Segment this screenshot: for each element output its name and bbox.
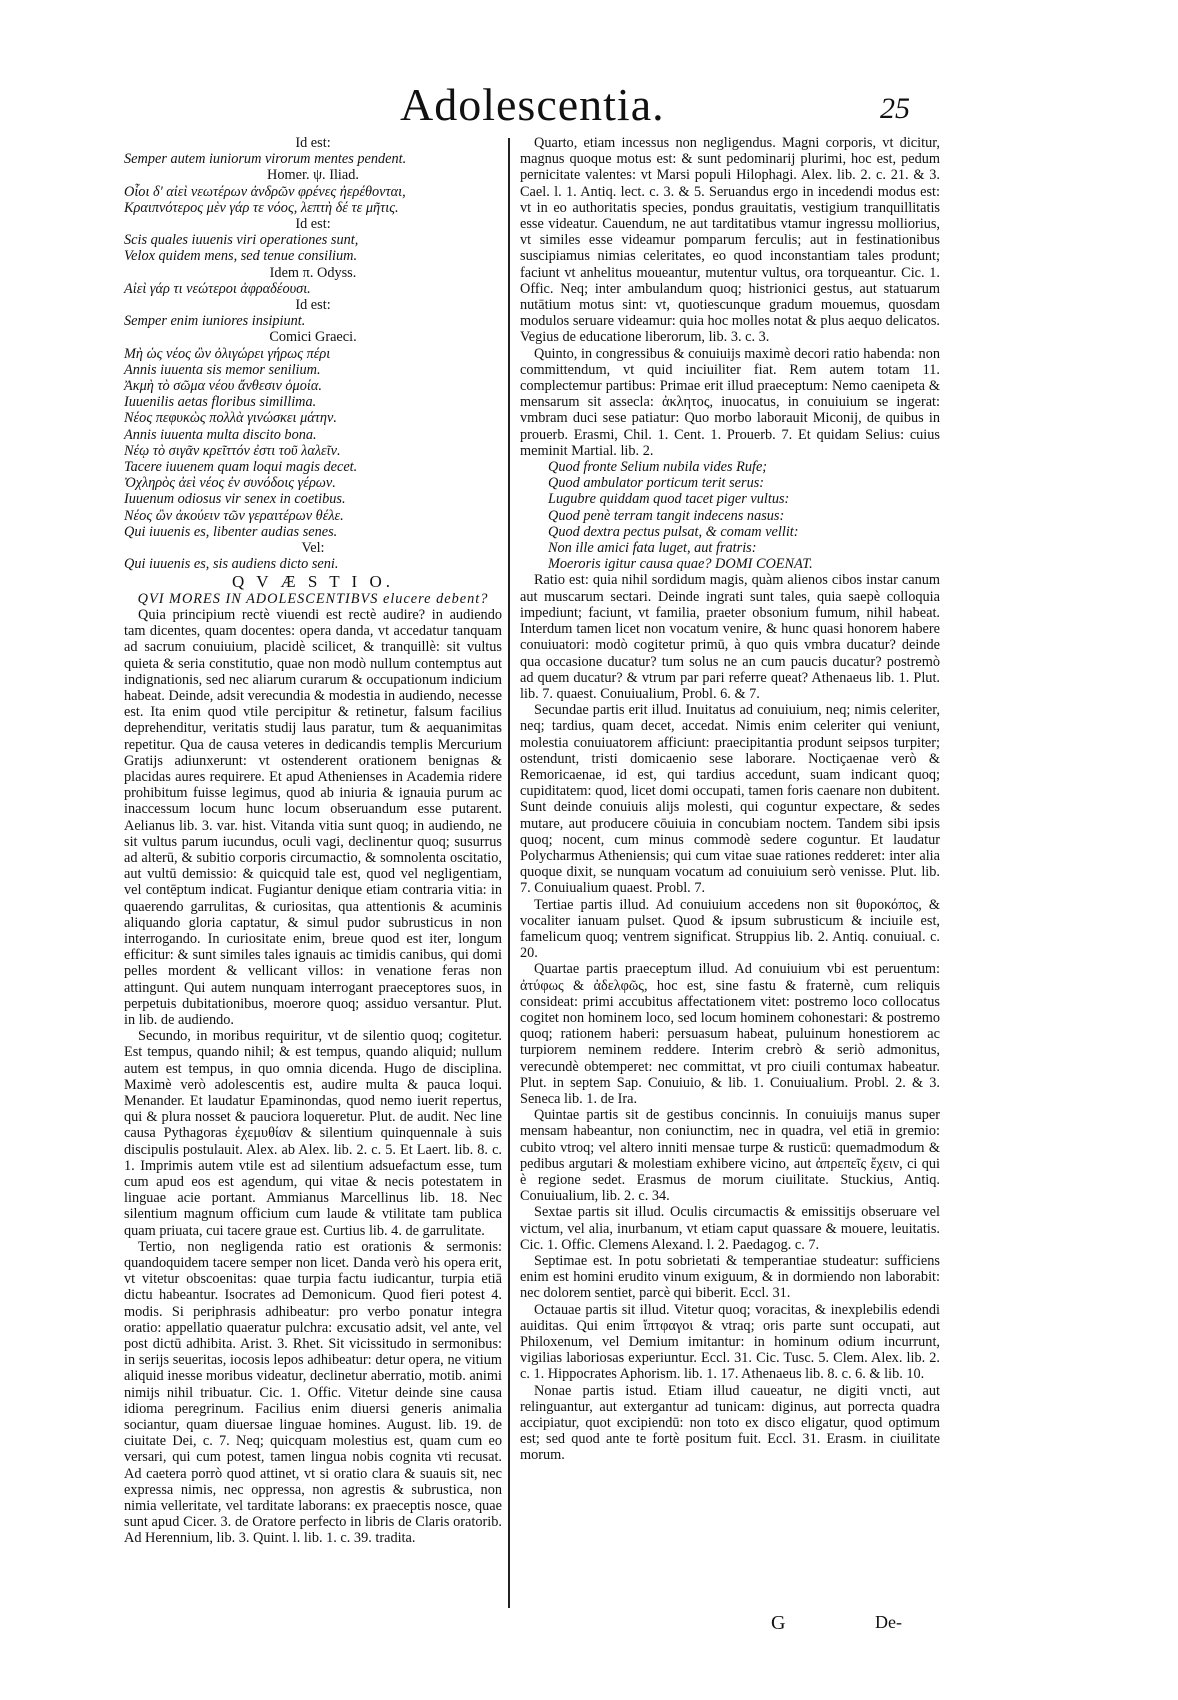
latin-verse-line: Qui iuuenis es, libenter audias senes. [124, 523, 338, 540]
verse-line: Quod ambulator porticum terit serus: [548, 475, 765, 492]
greek-verse-line: Νέος ὢν ἀκούειν τῶν γεραιτέρων θέλε. [124, 507, 344, 524]
page-number: 25 [880, 92, 910, 125]
greek-verse-line: Νέῳ τὸ σιγᾶν κρεῖττόν ἐστι τοῦ λαλεῖν. [124, 442, 341, 459]
verse-line: Lugubre quiddam quod tacet piger vultus: [548, 491, 790, 508]
greek-verse-line: Αἰεὶ γάρ τι νεώτεροι ἀφραδέουσι. [124, 280, 311, 297]
greek-verse-line: Ἀκμὴ τὸ σῶμα νέου ἄνθεσιν ὁμοία. [124, 378, 322, 395]
verse-line: Quod fronte Selium nubila vides Rufe; [548, 459, 768, 476]
paragraph: Quarto, etiam incessus non negligendus. Magni corporis, vt dicitur, magnus quoque motus est: & sunt pedominarij plurimi, hoc est, pedum pernicitate valentes: vt Marsi populi Hilophagi. Alex. lib. 2. c. 21. & 3. Cael. l. 1. Antiq. lect. c. 3. & 5. Seruandus ergo in incedendi modus est: vt in eo authoritatis species, pondus grauitatis, vestigium tranquillitatis esse videatur. Cauendum, ne aut tarditatibus vtamur ingressu molliorius, vt similes esse videamur pomparum ferculis; aut in festinationibus suscipiamus nimias celeritates, eo quod inconstantiam tales produnt; faciunt vt anhelitus moueantur, mutentur vultus, ora torqueantur. Cic. 1. Offic. Neq; inter ambulandum quoq; histrionici gestus, aut statuarum nutātium motus sint: vt, quotiescunque gradum mouemus, quosdam modulos seruare videamur: quia hoc molles notat & plus aequo delicatos. Vegius de educatione liberorum, lib. 3. c. 3. [520, 135, 940, 346]
greek-verse-line: Μὴ ὡς νέος ὢν ὀλιγώρει γήρως πέρι [124, 345, 331, 362]
running-title: Adolescentia. [400, 79, 665, 130]
centered-caption: Id est: [295, 297, 331, 314]
centered-caption: Id est: [295, 216, 331, 233]
paragraph: Tertiae partis illud. Ad conuiuium accedens non sit θυροκόπος, & vocaliter ianuam pulset. Quod & ipsum subrusticum & inciuile est, famelicum quoq; ventrem significat. Struppius lib. 2. Antiq. conuiual. c. 20. [520, 896, 940, 962]
greek-verse-line: Ὀχληρὸς ἀεὶ νέος ἐν συνόδοις γέρων. [124, 475, 336, 492]
paragraph: Ratio est: quia nihil sordidum magis, quàm alienos cibos instar canum aut muscarum sectari. Deinde ingrati sunt tales, quia saepè colloquia impediunt; faciunt, vt familia, praeter obsonium fumum, nihil habeat. Interdum tamen licet non vocatum venire, & hunc quasi honorem habere conuiuatori: modò cogitetur primū, à quo quis vmbra ducatur? deinde qua occasione ducatur? tum solus ne an cum paucis ducatur? postremò ad quem ducatur? & vtrum par pari referre queat? Athenaeus lib. 1. Plut. lib. 7. quaest. Conuiualium, Probl. 6. & 7. [520, 572, 940, 702]
latin-verse-line: Annis iuuenta sis memor senilium. [124, 361, 321, 378]
paragraph: Secundae partis erit illud. Inuitatus ad conuiuium, neq; nimis celeriter, neq; tardius, quam decet, accedat. Nimis enim celeriter qui veniunt, molestia conuiuatorem afficiunt: praecipitantia produnt seipsos turpiter; ostendunt, tristi domicaenio sese laborare. Noctiçaenae verò & Remoricaenae, id est, qui tardius accedunt, suam indicant quoq; cupiditatem: quod, licet domi occupati, tamen foris caenare non dubitent. Sunt deinde conuiuis alijs molesti, qui coguntur expectare, & sedes mutare, aut producere cōuiuia in concubiam noctem. Tandem sibi ipsis quoq; nocent, cum minus commodè sedere coguntur. Et laudatur Polycharmus Atheniensis; qui cum vitae suae rationes redderet: inter alia quoque dixit, se nunquam vocatum ad conuiuium serò venisse. Plut. lib. 7. Conuiualium quaest. Probl. 7. [520, 702, 940, 897]
paragraph: Septimae est. In potu sobrietati & temperantiae studeatur: sufficiens enim est homini erudito vinum exiguum, & in dormiendo non laborabit: nec dolorem sentiet, parcè qui biberit. Eccl. 31. [520, 1253, 940, 1302]
paragraph: Quia principium rectè viuendi est rectè audire? in audiendo tam dicentes, quam docentes: opera danda, vt accedatur tanquam ad sacrum conuiuium, placidè scilicet, & tranquillè: sit vultus quieta & seria constitutio, quae non modò nullum contemptus aut indignationis, sed nec aliarum curarum & occupationum indicium habeat. Deinde, adsit verecundia & modestia in audiendo, necesse est. Ita enim quod vtile percipitur & retinetur, falsum facilius deprehenditur, veritatis studij laus paratur, tum & aequanimitas repetitur. Qua de causa veteres in dedicandis templis Mercurium Gratijs adiunxerunt: vt ostenderent orationem benignas & placidas aures requirere. Et apud Athenienses in Academia ridere prohibitum fuisse legimus, quod ab iniuria & ignauia purum ac inaccessum locum hunc locum obseruandum esse putarent. Aelianus lib. 3. var. hist. Vitanda vitia sunt quoq; in audiendo, ne sit vultus parum iucundus, oculi vagi, declinentur quoq; susurrus ad alterū, & subitio corporis circumactio, & somnolenta oscitatio, aut vultū demissio: & quicquid tale est, quod vel negligentiam, vel contēptum indicat. Fugiantur denique etiam contraria vitia: in quaerendo garrulitas, & curiositas, qua attentionis & acuminis aliquando gloria captatur, & simul pudor subrusticus in non interrogando. In curiositate enim, breue quod est iter, longum efficitur: & sunt similes tales ignauis ac timidis canibus, qui domi pelles mordent & vellicant villos: in venatione feras non attingunt. Qui autem nunquam interrogant praeceptores suos, in perpetuis dubitationibus, moerore quoq; assiduo versantur. Plut. in lib. de audiendo. [124, 606, 502, 1028]
questio-heading: Q V Æ S T I O. [232, 572, 394, 592]
latin-verse-line: Semper enim iuniores insipiunt. [124, 313, 306, 330]
greek-verse-line: Κραιπνότερος μὲν γάρ τε νόος, λεπτὴ δέ τε μῆτις. [124, 199, 399, 216]
latin-verse-line: Iuuenilis aetas floribus simillima. [124, 394, 317, 411]
column-rule [508, 138, 510, 1608]
paragraph: Secundo, in moribus requiritur, vt de silentio quoq; cogitetur. Est tempus, quando nihil; & est tempus, quando aliquid; nullum autem est tempus, in quo omnia dicenda. Hugo de disciplina. Maximè verò adolescentis est, audire multa & pauca loqui. Menander. Et laudatur Epaminondas, quod nemo iuerit repertus, qui & plura nosset & pauciora loqueretur. Plut. de audit. Nec line causa Pythagoras ἐχεμυθίαν & silentium quinquennale à suis discipulis postulauit. Alex. ab Alex. lib. 2. c. 5. Et Laert. lib. 8. c. 1. Imprimis autem vtile est ad silentium adsuefactum esse, tum cum apud eos est agendum, qui vitae & necis potestatem in linguae acie portant. Ammianus Marcellinus lib. 18. Nec silentium magnum officium cum laude & vtilitate tam publica quam priuata, cui tacere graue est. Curtius lib. 4. de garrulitate. [124, 1028, 502, 1239]
paragraph: Octauae partis sit illud. Vitetur quoq; voracitas, & inexplebilis edendi auiditas. Qui enim ἴπτφαγοι & vtraq; oris parte sunt occupati, aut Philoxenum, vel Demium imitantur: in hominum odium incurrunt, vigilias laboriosas experiuntur. Eccl. 31. Cic. Tusc. 5. Clem. Alex. lib. 2. c. 1. Hippocrates Aphorism. lib. 1. 17. Athenaeus lib. 8. c. 6. & lib. 10. [520, 1301, 940, 1383]
latin-verse-line: Iuuenum odiosus vir senex in coetibus. [124, 491, 346, 508]
question-title: QVI MORES IN ADOLESCENTIBVS elucere debent? [137, 590, 489, 607]
centered-caption: Idem π. Odyss. [269, 264, 357, 281]
paragraph: Quintae partis sit de gestibus concinnis. In conuiuijs manus super mensam habeantur, non coniunctim, nec in quadra, vel etiā in gremio: cubito vtroq; vel altero inniti mensae turpe & rusticū: quemadmodum & pedibus argutari & molestiam exhibere vicino, aut ἀπρεπεῖς ἔχειν, ci qui è regione sedet. Erasmus de morum ciuilitate. Stuckius, Antiq. Conuiualium, lib. 2. c. 34. [520, 1107, 940, 1205]
verse-line: Quod penè terram tangit indecens nasus: [548, 507, 785, 524]
latin-verse-line: Qui iuuenis es, sis audiens dicto seni. [124, 556, 339, 573]
latin-verse-line: Annis iuuenta multa discito bona. [124, 426, 317, 443]
centered-caption: Vel: [301, 540, 325, 557]
latin-verse-line: Semper autem iuniorum virorum mentes pendent. [124, 151, 407, 168]
latin-verse-line: Scis quales iuuenis viri operationes sunt, [124, 232, 359, 249]
latin-verse-line: Velox quidem mens, sed tenue consilium. [124, 248, 358, 265]
centered-caption: Id est: [295, 135, 331, 151]
paragraph: Tertio, non negligenda ratio est orationis & sermonis: quandoquidem tacere semper non licet. Danda verò his opera erit, vt vitetur obscoenitas: quae turpia factu iudicantur, turpia etiā dictu habeantur. Isocrates ad Demonicum. Quod fieri potest 4. modis. Si periphrasis adhibeatur: pro verbo ponatur integra oratio: appellatio quaeratur pulchra: excusatio adsit, vel ante, vel post dictū adhibita. Arist. 3. Rhet. Sit vicissitudo in sermonibus: in serijs seueritas, iocosis lepos adhibeatur: detur opera, ne vitium aliquid inesse moribus videatur, declinetur aberratio, motib. animi nimijs nihil tribuatur. Cic. 1. Offic. Vitetur deinde sine causa idioma peregrinum. Facilius enim diuersi generis animalia sociantur, quam diuersae linguae homines. August. lib. 19. de ciuitate Dei, c. 7. Neq; quicquam molestius est, quam cum eo versari, qui cum potest, tamen lingua nobis cognita vti recusat. Ad caetera porrò quod attinet, vt si oratio clara & suauis sit, nec expressa nimis, nec oppressa, non agrestis & subrustica, non nimia velleritate, vel tarditate laborans: ex praeceptis nosce, quae sunt apud Cicer. 3. de Oratore perfecto in libris de Claris oratorib. Ad Herennium, lib. 3. Quint. l. lib. 1. c. 39. tradita. [124, 1238, 502, 1547]
latin-verse-line: Tacere iuuenem quam loqui magis decet. [124, 459, 358, 476]
right-column [520, 135, 940, 1464]
catchword: De- [875, 1612, 902, 1632]
verse-line: Non ille amici fata luget, aut fratris: [548, 540, 757, 557]
left-column [124, 135, 502, 1547]
signature-mark: G [771, 1612, 786, 1634]
paragraph: Quinto, in congressibus & conuiuijs maximè decori ratio habenda: non committendum, vt quid inciuiliter fiat. Rem autem totam 11. complectemur partibus: Primae erit illud praeceptum: Nemo caenipeta & mensarum sit assecla: ἀκλητος, inuocatus, in conuiuium se ingerat: vmbram duci sese patiatur: Quo morbo laborauit Miconij, de quibus in prouerb. Erasmi, Chil. 1. Cent. 1. Prouerb. 7. Et quidam Selius: cuius meminit Martial. lib. 2. [520, 345, 940, 459]
verse-line: Quod dextra pectus pulsat, & comam vellit: [548, 523, 799, 540]
paragraph: Nonae partis istud. Etiam illud caueatur, ne digiti vncti, aut relinguantur, aut extergantur ad tunicam: diginus, aut porrecta quadra accipiatur, quot excipiendū: non toto ex disco eligatur, quod optimum est; sed quod ante te fortè positum fuit. Eccl. 31. Erasm. in ciuilitate morum. [520, 1382, 940, 1464]
paragraph: Sextae partis sit illud. Oculis circumactis & emissitijs obseruare vel victum, vel alia, inurbanum, vt etiam caput quassare & mouere, leuitatis. Cic. 1. Offic. Clemens Alexand. l. 2. Paedagog. c. 7. [520, 1204, 940, 1253]
verse-line: Moeroris igitur causa quae? DOMI COENAT. [548, 556, 813, 573]
centered-caption: Homer. ψ. Iliad. [267, 167, 359, 184]
paragraph: Quartae partis praeceptum illud. Ad conuiuium vbi est peruentum: ἀτύφως & ἀδελφῶς, hoc est, sine fastu & fraternè, cum reliquis consideat: primi accubitus affectationem vitet: postremo loco collocatus cogitet non hominem loco, sed locum hominem cohonestari: & postremo quoq; rationem haberi: persuasum habeat, puluinum honestiorem ac turpiorem neminem reddere. Interim crebrò & seriò admonitus, verecundè obtemperet: nec committat, vt pro ciuili contumax habeatur. Plut. in septem Sap. Conuiuio, & lib. 1. Conuiualium. Probl. 2. & 3. Seneca lib. 1. de Ira. [520, 961, 940, 1107]
greek-verse-line: Οἷοι δ' αἰεὶ νεωτέρων ἀνδρῶν φρένες ἠερέθονται, [124, 183, 406, 200]
centered-caption: Comici Graeci. [269, 329, 357, 346]
greek-verse-line: Νέος πεφυκὼς πολλὰ γινώσκει μάτην. [124, 410, 337, 427]
